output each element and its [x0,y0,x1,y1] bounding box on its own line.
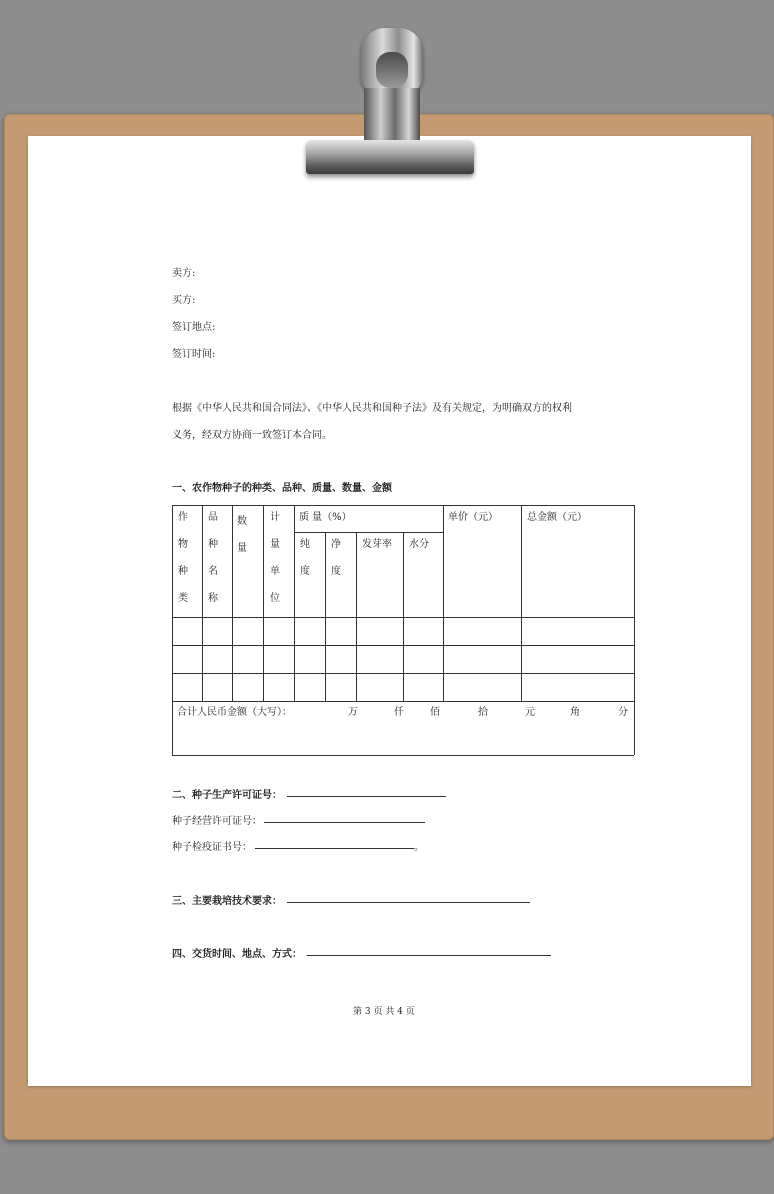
col-variety-char-3: 名 [208,566,218,577]
buyer-label: 买方: [172,295,196,306]
unit-yuan: 元 [525,707,535,718]
col-unit-char-4: 位 [270,593,280,604]
unit-wan: 万 [348,707,358,718]
col-variety-char-2: 种 [208,539,218,550]
binder-clip-neck [364,88,420,144]
signing-place-label: 签订地点: [172,322,216,333]
col-purity-char-1: 纯 [300,539,310,550]
col-variety-char-1: 品 [208,512,218,523]
cultivation-requirements-blank[interactable] [287,902,530,903]
unit-qian: 仟 [394,707,404,718]
unit-jiao: 角 [570,707,580,718]
col-crop-char-1: 作 [178,512,188,523]
col-crop-char-4: 类 [178,593,188,604]
business-license-label: 种子经营许可证号： [172,816,262,827]
section-4-title: 四、交货时间、地点、方式： [172,949,302,960]
section-1-title: 一、农作物种子的种类、品种、质量、数量、金额 [172,483,392,494]
intro-line-2: 义务，经双方协商一致签订本合同。 [172,430,332,441]
unit-shi: 拾 [478,707,488,718]
page-number: 第 3 页 共 4 页 [353,1007,415,1017]
unit-fen: 分 [618,707,628,718]
col-unit-char-1: 计 [270,512,280,523]
unit-bai: 佰 [430,707,440,718]
col-purity-char-2: 度 [300,566,310,577]
col-clean-char-2: 度 [331,566,341,577]
business-license-blank[interactable] [264,822,425,823]
col-quantity: 数 量 [237,516,257,554]
delivery-details-blank[interactable] [307,955,551,956]
intro-line-1: 根据《中华人民共和国合同法》、《中华人民共和国种子法》及有关规定，为明确双方的权利 [172,403,572,414]
col-crop-char-3: 种 [178,566,188,577]
signing-time-label: 签订时间: [172,349,216,360]
col-unit-price: 单价（元） [448,512,498,523]
production-license-blank[interactable] [287,796,446,797]
col-total-amount: 总金额（元） [527,512,587,523]
contract-page [28,136,751,1086]
col-quality-header: 质 量（%） [299,512,352,523]
col-unit-char-3: 单 [270,566,280,577]
col-variety-char-4: 称 [208,593,218,604]
col-crop-char-2: 物 [178,539,188,550]
col-clean-char-1: 净 [331,539,341,550]
col-moisture: 水分 [409,539,429,550]
quarantine-cert-period: 。 [414,842,424,853]
col-germination: 发芽率 [362,539,392,550]
section-3-title: 三、主要栽培技术要求： [172,896,282,907]
col-unit-char-2: 量 [270,539,280,550]
binder-clip-base [306,140,474,174]
total-amount-label: 合计人民币金额（大写）： [177,707,292,718]
seller-label: 卖方: [172,268,196,279]
binder-clip-hole [376,52,408,88]
quarantine-cert-blank[interactable] [255,848,414,849]
quarantine-cert-label: 种子检疫证书号： [172,842,252,853]
section-2-title: 二、种子生产许可证号： [172,790,282,801]
